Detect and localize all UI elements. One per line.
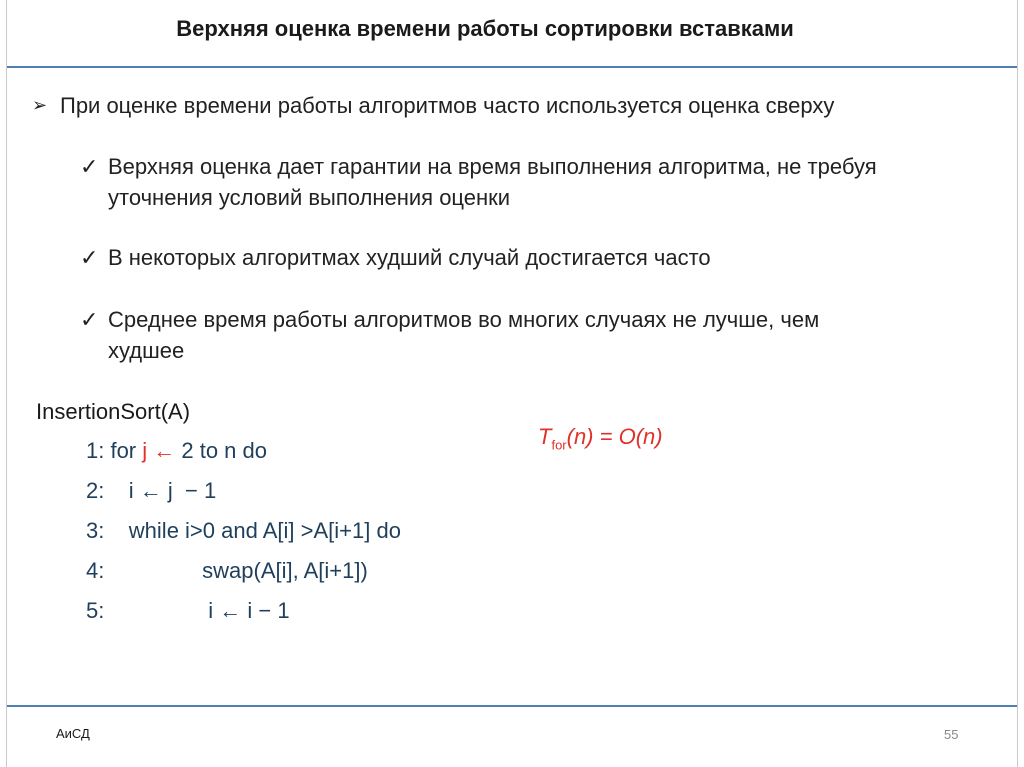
page-number: 55 <box>944 727 959 742</box>
bullet-text: При оценке времени работы алгоритмов часто используется оценка сверху <box>60 93 835 118</box>
formula-subscript: for <box>551 437 567 453</box>
check-icon: ✓ <box>80 307 99 332</box>
check-icon: ✓ <box>80 154 99 179</box>
bullet-item <box>32 90 834 121</box>
sub-bullet-text <box>108 304 819 366</box>
code-line-1-highlight: j ← <box>142 438 182 463</box>
code-line-1-suffix: 2 to n do <box>181 438 268 463</box>
code-header: InsertionSort(A) <box>36 399 191 424</box>
slide-frame-right <box>1017 0 1018 767</box>
formula-symbol: T <box>538 424 552 449</box>
slide-title: Верхняя оценка времени работы сортировки вставками <box>176 16 794 41</box>
code-line-3: 3: while i>0 and A[i] >A[i+1] do <box>86 518 401 543</box>
slide-frame-left <box>6 0 7 767</box>
footer-course: АиСД <box>56 726 90 741</box>
sub-bullet-line: худшее <box>108 338 185 363</box>
code-line-5: 5: i ← i − 1 <box>86 598 290 623</box>
sub-bullet-line: В некоторых алгоритмах худший случай достигается часто <box>108 245 711 270</box>
sub-bullet-text <box>108 151 877 213</box>
title-divider <box>7 66 1017 68</box>
sub-bullet-item <box>80 151 877 213</box>
footer-divider <box>7 705 1017 707</box>
complexity-formula <box>538 424 663 452</box>
sub-bullet-item <box>80 304 819 366</box>
sub-bullet-text <box>108 242 711 273</box>
code-line-4: 4: swap(A[i], A[i+1]) <box>86 558 368 583</box>
formula-rest: (n) = O(n) <box>566 424 663 449</box>
sub-bullet-line: уточнения условий выполнения оценки <box>108 185 511 210</box>
check-icon: ✓ <box>80 245 99 270</box>
code-line-1 <box>86 437 267 465</box>
arrow-bullet-icon: ➢ <box>32 95 48 115</box>
code-line-2: 2: i ← j − 1 <box>86 478 217 503</box>
sub-bullet-line: Верхняя оценка дает гарантии на время выполнения алгоритма, не требуя <box>108 154 877 179</box>
sub-bullet-line: Среднее время работы алгоритмов во многих случаях не лучше, чем <box>108 307 820 332</box>
code-line-1-prefix: 1: for <box>86 438 143 463</box>
sub-bullet-item <box>80 242 711 273</box>
